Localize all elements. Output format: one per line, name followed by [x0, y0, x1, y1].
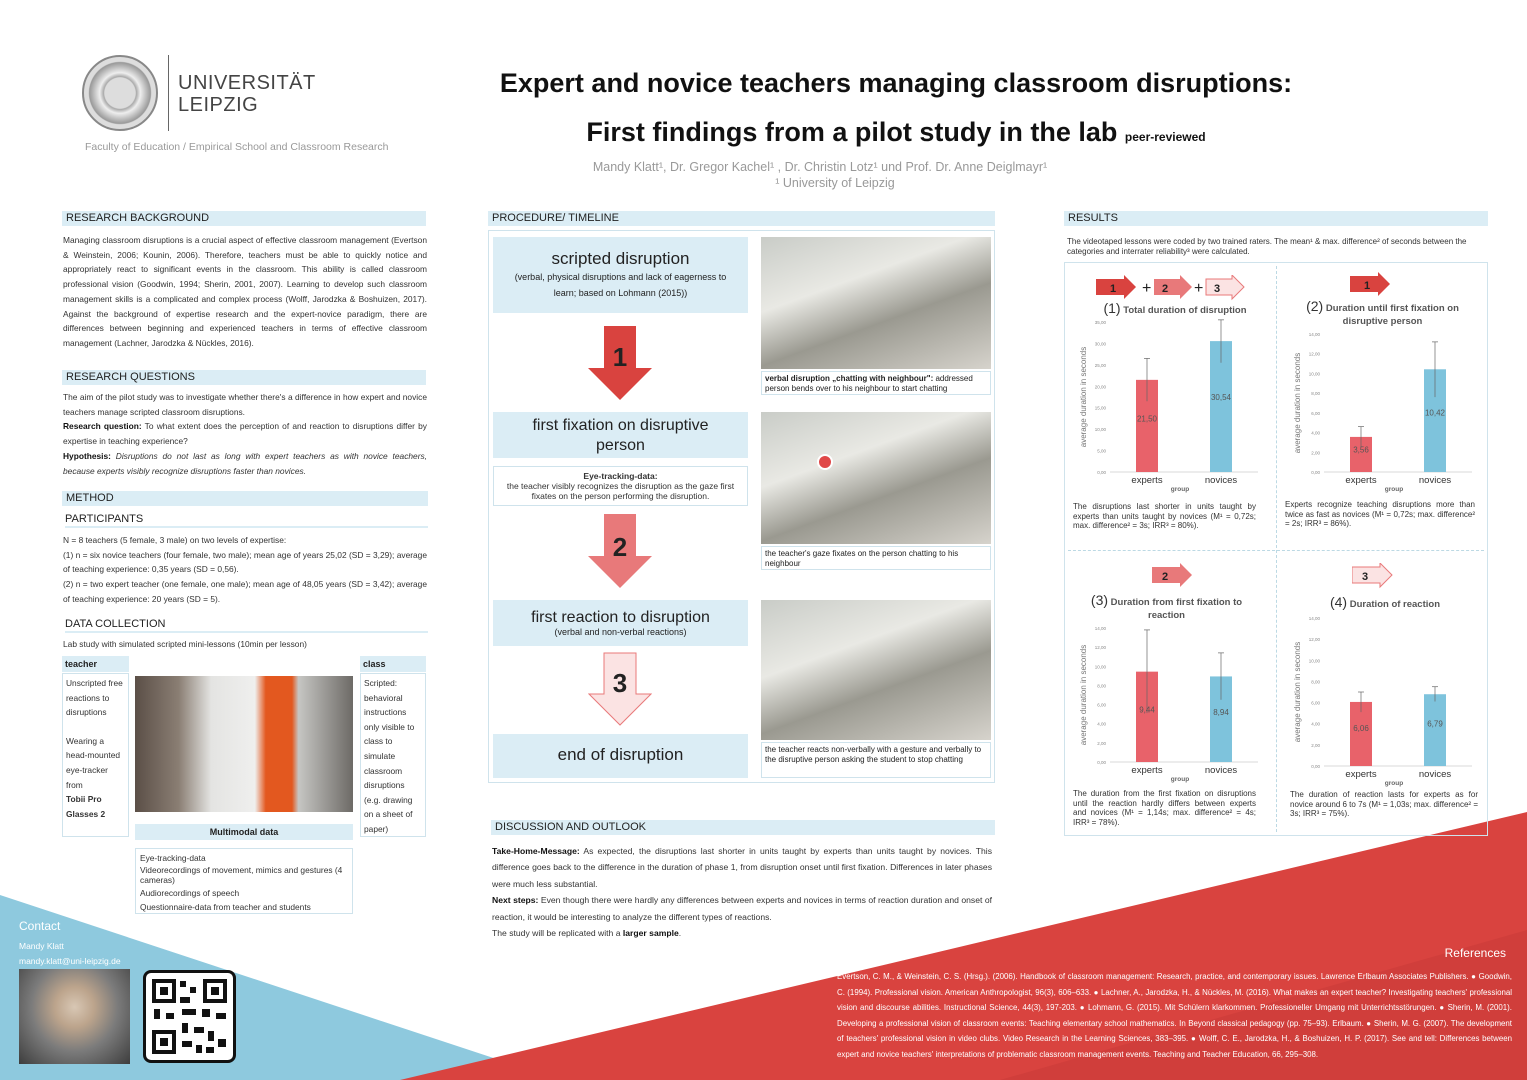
chart1-ytick: 25,00: [1094, 362, 1106, 368]
chart1-ylabel: average duration in seconds: [1079, 346, 1088, 448]
chart4-ytick: 6,00: [1311, 700, 1320, 706]
chart3-ytick: 12,00: [1094, 645, 1106, 651]
hypothesis-label: Hypothesis:: [63, 450, 111, 461]
classroom-photo-1: [761, 237, 991, 369]
chart1-ytick: 0,00: [1097, 470, 1106, 475]
university-line2: LEIPZIG: [178, 94, 259, 116]
chart3-value-novices: 8,94: [1213, 707, 1229, 717]
chart4-step-3: 3: [1362, 571, 1369, 583]
eye-tracking-text: the teacher visibly recognizes the disruption as the gaze first fixates on the person performing the disruption.: [506, 481, 735, 501]
step-arrows-chart3: [1152, 563, 1197, 589]
title-main: First findings from a pilot study in the lab: [586, 117, 1118, 147]
contact-email[interactable]: mandy.klatt@uni-leipzig.de: [19, 956, 121, 966]
chart2-ylabel: average duration in seconds: [1293, 352, 1302, 454]
background-text: Managing classroom disruptions is a crucial aspect of effective classroom management (Evertson & Weinstein, 2006; Kounin, 2006). Therefore, teachers must be able to quickly notice and appropriately react to significant events in the classroom. This ability is called classroom professional vision (Goodwin, 1994; Sherin, 2001, 2007). Learning to develop such classroom management skills is a complicated and complex process (Wolff, Jarodzka & Boshuizen, 2017). Against the background of expertise research and the expert-novice paradigm, there are differences between beginning and experienced teachers in terms of effective classroom management (Lachner, Jarodzka & Nückles, 2016).: [63, 235, 427, 348]
research-background-heading: RESEARCH BACKGROUND: [62, 211, 426, 226]
chart3-category-experts: experts: [1131, 765, 1163, 776]
research-questions-heading: RESEARCH QUESTIONS: [62, 370, 426, 385]
chart1-xlabel: group: [1170, 486, 1190, 493]
chart3-xlabel: group: [1170, 776, 1190, 783]
chart1-step-3: 3: [1214, 283, 1221, 295]
chart2-ytick: 10,00: [1308, 371, 1320, 377]
chart3-category-novices: novices: [1204, 765, 1238, 776]
next-steps-text: Even though there were hardly any differences between experts and novices in terms of reaction duration and onset of reaction, it would be interesting to analyze the different types of reactions.: [492, 895, 992, 922]
aim-text: The aim of the pilot study was to investigate whether there's a difference in how expert and novice teachers manage scripted classroom disruptions.: [63, 392, 427, 417]
chart4-ytick: 8,00: [1311, 679, 1320, 685]
take-home-text: As expected, the disruptions last shorter in units taught by experts than units taught by novices. This difference goes back to the difference in the duration of phase 1, from disruption onset until first fixation. Differences in later phases were much less substantial.: [492, 846, 992, 889]
lab-photo: [135, 676, 353, 812]
multimodal-item-4: Questionnaire-data from teacher and students: [140, 902, 311, 912]
chart4-svg: [1284, 612, 1484, 790]
qr-code-icon[interactable]: [143, 970, 236, 1063]
participants-experts: (2) n = two expert teacher (one female, one male); mean age of 48,05 years (SD = 3,42); average of teaching experience: 20 years (SD = 5).: [63, 579, 427, 604]
step-first-fixation: [493, 412, 748, 458]
teacher-text1: Unscripted free reactions to disruptions: [66, 678, 123, 718]
research-background-text: [63, 233, 427, 351]
chart2-title-text: Duration until first fixation on disruptive person: [1325, 303, 1459, 327]
step-arrows-chart4: [1352, 563, 1397, 589]
faculty: Faculty of Education / Empirical School and Classroom Research: [85, 141, 389, 153]
chart4-ytick: 10,00: [1308, 658, 1320, 664]
results-divider-v: [1276, 266, 1277, 832]
chart1-value-experts: 21,50: [1136, 414, 1158, 424]
method-heading: METHOD: [62, 491, 428, 506]
class-text: Scripted: behavioral instructions only visible to class to simulate classroom disruptions (e.g. drawing on a sheet of paper): [364, 678, 415, 834]
photo-caption-3: the teacher reacts non-verbally with a gesture and verbally to the disruptive person asking the student to stop chatting: [761, 742, 991, 778]
chart4-title: [1290, 594, 1480, 610]
chart2-title: [1285, 300, 1480, 328]
chart3-ytick: 0,00: [1097, 760, 1106, 765]
step-arrows-chart2: [1350, 272, 1395, 298]
step3-title: first reaction to disruption: [531, 609, 710, 626]
step-first-reaction: [493, 600, 748, 646]
chart3-number: (3): [1090, 592, 1109, 608]
chart3-ytick: 14,00: [1094, 626, 1106, 631]
chart1-value-novices: 30,54: [1210, 393, 1232, 403]
arrow-step-2: [588, 514, 652, 590]
chart2-description: Experts recognize teaching disruptions more than twice as fast as novices (M¹ = 0,72s; max. difference² = 2s; IRR³ = 86%).: [1285, 500, 1475, 528]
hypothesis-text: Disruptions do not last as long with expert teachers as with novice teachers, because experts visibly recognize disruptions faster than novices.: [63, 450, 427, 476]
chart3-ytick: 4,00: [1097, 721, 1106, 727]
university-name: [178, 72, 316, 116]
procedure-heading: PROCEDURE/ TIMELINE: [488, 211, 995, 226]
chart2-ytick: 8,00: [1311, 391, 1320, 397]
participants-heading: PARTICIPANTS: [65, 513, 428, 528]
chart1-ytick: 15,00: [1094, 405, 1106, 411]
chart3-svg: [1070, 622, 1270, 786]
results-intro: The videotaped lessons were coded by two trained raters. The mean¹ & max. difference² of seconds between the categories and interrater reliability³ were calculated.: [1067, 237, 1467, 256]
chart3-title: [1074, 594, 1259, 622]
chart1-ytick: 30,00: [1094, 341, 1106, 347]
plus-2: +: [1194, 280, 1204, 297]
results-divider-h: [1068, 550, 1484, 551]
arrow-label-3: 3: [612, 668, 628, 698]
step2-title: first fixation on disruptive person: [532, 417, 709, 454]
take-home-label: Take-Home-Message:: [492, 846, 580, 856]
arrow-label-1: 1: [612, 342, 628, 372]
chart4-category-novices: novices: [1418, 769, 1452, 780]
university-logo: [82, 55, 158, 131]
step-arrows-chart1: [1096, 275, 1246, 301]
contact-portrait: [19, 969, 130, 1064]
chart3-ytick: 10,00: [1094, 664, 1106, 670]
chart1-ytick: 35,00: [1094, 320, 1106, 325]
teacher-text2: Wearing a head-mounted eye-tracker from: [66, 735, 121, 790]
multimodal-item-1: Eye-tracking-data: [140, 853, 206, 863]
poster-title-line2: [440, 117, 1352, 148]
chart3-title-text: Duration from first fixation to reaction: [1110, 597, 1243, 621]
poster-title-line1: Expert and novice teachers managing classroom disruptions:: [499, 68, 1293, 98]
chart4-ytick: 14,00: [1308, 616, 1320, 621]
chart4-bar-novices: [1424, 694, 1446, 766]
discussion-heading: DISCUSSION AND OUTLOOK: [491, 820, 995, 835]
chart2-step-1: 1: [1364, 280, 1371, 292]
chart4-ytick: 0,00: [1311, 764, 1320, 769]
step3-subtitle: (verbal and non-verbal reactions): [554, 627, 687, 637]
chart3-ylabel: average duration in seconds: [1079, 644, 1088, 746]
references-text: Evertson, C. M., & Weinstein, C. S. (Hrsg.). (2006). Handbook of classroom management: Research, practice, and contemporary issues. Lawrence Erlbaum Associates Publishers. ● Goodwin, C. (1994). Professional vision. American Anthropologist, 96(3), 606–633. ● Lachner, A., Jarodzka, H., & Nückles, M. (2016). What makes an expert teacher? Investigating teachers' professional vision and discourse abilities. Instructional Science, 44(3), 197-203. ● Lohmann, G. (2015). Mit Schülern klarkommen. Professioneller Umgang mit Unterrichtsstörungen. ● Sherin, M. (2001). Developing a professional vision of classroom events: Teaching elementary school mathematics. In Beyond classical pedagogy (pp. 75–93). Erlbaum. ● Sherin, M. G. (2007). The development of teachers' professional vision in video clubs. Video Research in the Learning Sciences, 383–395. ● Wolff, C. E., Jarodzka, H., & Boshuizen, H. P. (2017). See and tell: Differences between expert and novice teachers' interpretations of problematic classroom management events. Teaching and Teacher Education, 66, 295–308.: [837, 972, 1512, 1059]
replicate-bold: larger sample: [622, 928, 679, 939]
teacher-box: [62, 673, 129, 837]
gaze-marker-icon: [817, 454, 833, 470]
chart1-title-text: Total duration of disruption: [1123, 305, 1247, 316]
chart3-step-2: 2: [1162, 571, 1169, 583]
chart3-description: The duration from the first fixation on disruptions until the reaction hardly differs between experts and novices (M¹ = 1,14s; max. difference² = 4s; IRR³ = 78%).: [1073, 789, 1256, 827]
replicate-post: .: [678, 928, 682, 939]
chart1-number: (1): [1103, 300, 1121, 316]
chart1-category-experts: experts: [1131, 475, 1163, 486]
chart1-ytick: 5,00: [1097, 448, 1106, 454]
chart1-category-novices: novices: [1204, 475, 1238, 486]
photo-caption-2: the teacher's gaze fixates on the person chatting to his neighbour: [761, 546, 991, 570]
rq-text: To what extent does the perception of and reaction to disruptions differ by expertise in teaching experience?: [63, 421, 427, 447]
authors: Mandy Klatt¹, Dr. Gregor Kachel¹ , Dr. Christin Lotz¹ und Prof. Dr. Anne Deiglmayr¹: [592, 160, 1048, 174]
chart1-ytick: 20,00: [1094, 384, 1106, 390]
chart4-description: The duration of reaction lasts for experts as for novice around 6 to 7s (M¹ = 1,03s; max. difference² = 3s; IRR³ = 75%).: [1290, 790, 1478, 818]
chart2-ytick: 2,00: [1311, 450, 1320, 456]
arrow-step-1: [588, 326, 652, 402]
class-label: class: [360, 656, 426, 672]
discussion-text: [492, 843, 992, 941]
chart4-number: (4): [1329, 594, 1348, 610]
teacher-label: teacher: [62, 656, 129, 672]
chart2-xlabel: group: [1384, 486, 1404, 493]
plus-1: +: [1142, 280, 1152, 297]
chart2-ytick: 4,00: [1311, 430, 1320, 436]
chart3-ytick: 2,00: [1097, 740, 1106, 746]
next-steps-label: Next steps:: [492, 895, 539, 906]
qr-pattern: [146, 973, 233, 1060]
class-box: [360, 673, 426, 837]
multimodal-item-2: Videorecordings of movement, mimics and gestures (4 cameras): [140, 865, 343, 885]
university-line1: UNIVERSITÄT: [178, 72, 316, 94]
chart1-ytick: 10,00: [1094, 427, 1106, 433]
data-collection-heading: DATA COLLECTION: [65, 618, 428, 633]
chart4-ytick: 4,00: [1311, 721, 1320, 727]
chart3-ytick: 8,00: [1097, 683, 1106, 689]
chart1-description: The disruptions last shorter in units taught by experts than units taught by novices (M¹ = 0,72s; max. difference² = 3s; IRR³ = 80%).: [1073, 502, 1256, 530]
chart2-category-novices: novices: [1418, 475, 1452, 486]
photo-caption-1: [761, 371, 991, 395]
step1-title: scripted disruption: [551, 249, 690, 268]
chart3-value-experts: 9,44: [1139, 705, 1155, 715]
chart1-step-1: 1: [1110, 283, 1117, 295]
logo-divider: [168, 55, 169, 131]
chart2-category-experts: experts: [1345, 475, 1377, 486]
chart4-value-novices: 6,79: [1427, 719, 1443, 729]
chart1-title: [1080, 300, 1270, 316]
chart2-value-novices: 10,42: [1424, 408, 1446, 418]
step1-subtitle: (verbal, physical disruptions and lack of eagerness to learn; based on Lohmann (2015)): [514, 272, 727, 298]
arrow-label-2: 2: [612, 532, 628, 562]
chart2-ytick: 6,00: [1311, 410, 1320, 416]
chart2-value-experts: 3,56: [1353, 445, 1369, 455]
data-collection-intro: Lab study with simulated scripted mini-lessons (10min per lesson): [63, 639, 307, 649]
classroom-photo-2: [761, 412, 991, 544]
participants-intro: N = 8 teachers (5 female, 3 male) on two levels of expertise:: [63, 535, 287, 545]
chart2-svg: [1284, 328, 1484, 496]
multimodal-item-3: Audiorecordings of speech: [140, 888, 240, 898]
teacher-text3: Tobii Pro Glasses 2: [66, 794, 106, 819]
chart1-svg: [1070, 316, 1270, 496]
multimodal-label: Multimodal data: [135, 824, 353, 840]
eye-tracking-box: [493, 466, 748, 506]
chart2-ytick: 12,00: [1308, 351, 1320, 357]
chart2-ytick: 0,00: [1311, 470, 1320, 475]
chart4-title-text: Duration of reaction: [1349, 599, 1441, 610]
contact-heading: Contact: [19, 919, 61, 933]
arrow-step-3: [588, 652, 652, 728]
peer-reviewed-tag: peer-reviewed: [1124, 130, 1206, 144]
chart1-step-2: 2: [1162, 283, 1169, 295]
classroom-photo-3: [761, 600, 991, 740]
caption1-bold: verbal disruption „chatting with neighbour":: [765, 374, 934, 383]
chart2-ytick: 14,00: [1308, 332, 1320, 337]
contact-name: Mandy Klatt: [19, 941, 64, 951]
chart4-ylabel: average duration in seconds: [1293, 641, 1302, 743]
multimodal-box: [135, 848, 353, 914]
step4-title: end of disruption: [557, 745, 684, 764]
step-end-of-disruption: [493, 734, 748, 778]
chart4-value-experts: 6,06: [1353, 723, 1369, 733]
research-questions-text: [63, 390, 427, 478]
references-heading: References: [1444, 946, 1506, 960]
chart4-category-experts: experts: [1345, 769, 1377, 780]
caption1-text: addressed person bends over to his neighbour to start chatting: [765, 374, 973, 393]
chart4-xlabel: group: [1384, 780, 1404, 787]
chart4-ytick: 2,00: [1311, 742, 1320, 748]
chart3-ytick: 6,00: [1097, 702, 1106, 708]
step-scripted-disruption: [493, 237, 748, 313]
chart4-ytick: 12,00: [1308, 637, 1320, 643]
results-heading: RESULTS: [1064, 211, 1488, 226]
participants-text: [63, 533, 427, 607]
affiliation: ¹ University of Leipzig: [775, 176, 895, 190]
eye-tracking-label: Eye-tracking-data:: [583, 471, 658, 481]
chart2-number: (2): [1306, 298, 1324, 314]
replicate-pre: The study will be replicated with a: [492, 928, 623, 939]
rq-label: Research question:: [63, 421, 142, 432]
participants-novices: (1) n = six novice teachers (four female, two male); mean age of years 25,02 (SD = 3,29); average of teaching experience: 0,35 years (SD = 0,56).: [63, 549, 427, 575]
